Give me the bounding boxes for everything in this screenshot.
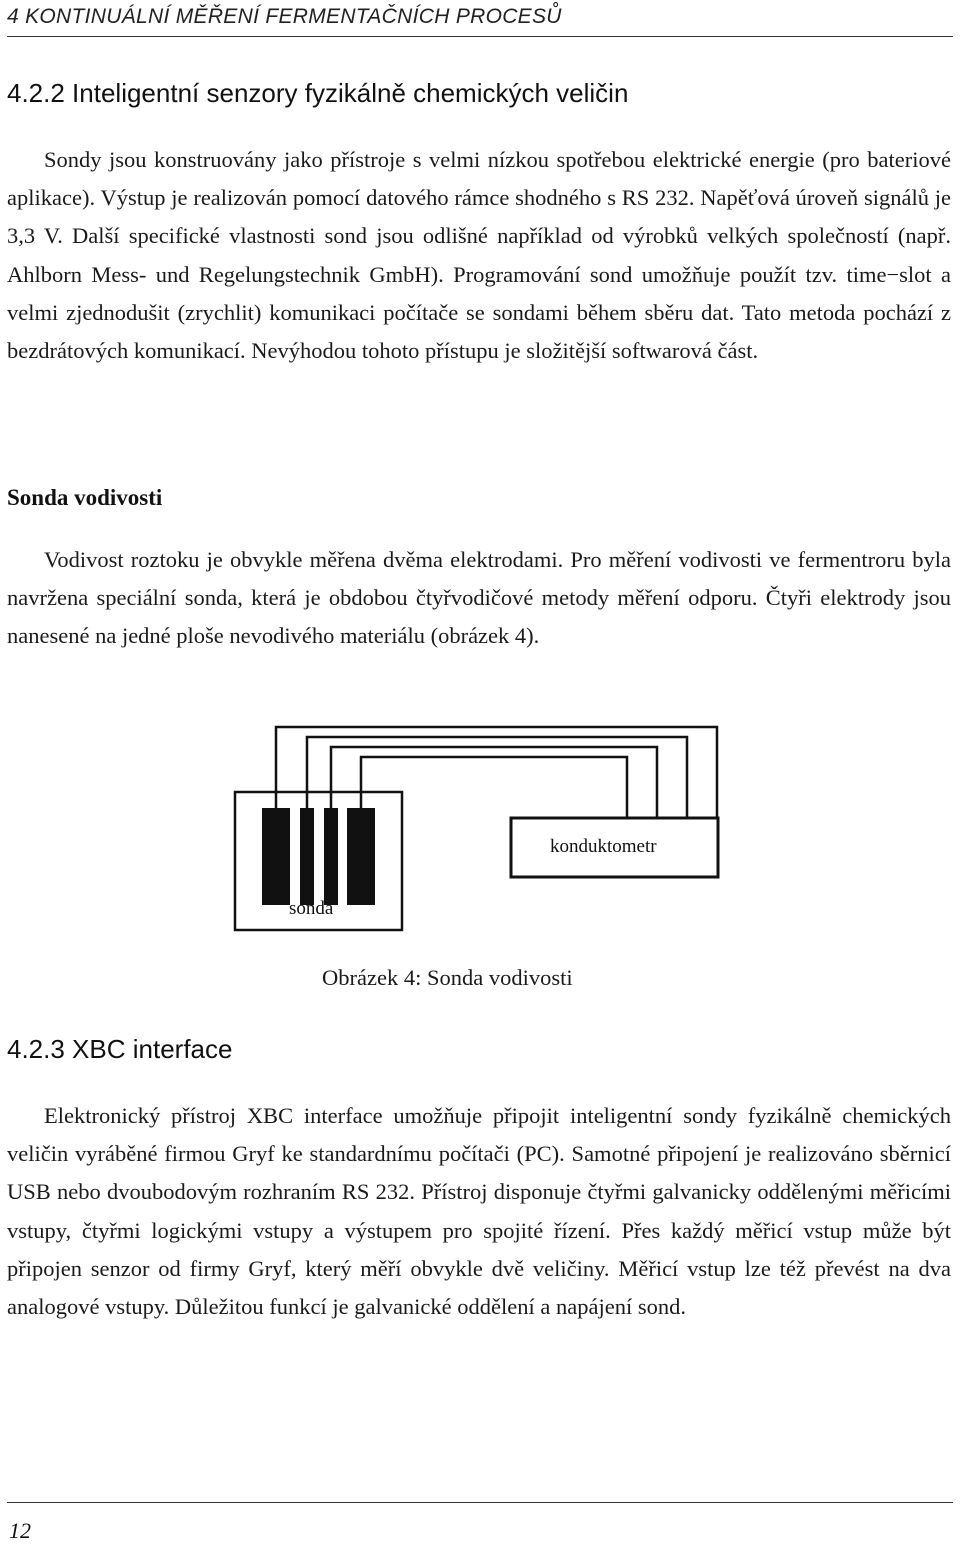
figure-caption: Obrázek 4: Sonda vodivosti xyxy=(322,965,573,990)
header-rule xyxy=(7,36,953,37)
electrode-1 xyxy=(262,808,290,905)
subsection-heading-conductivity-probe: Sonda vodivosti xyxy=(7,485,163,510)
paragraph-xbc-interface: Elektronický přístroj XBC interface umožňuje připojit inteligentní sondy fyzikálně chemických veličin vyráběné firmou Gryf ke standardnímu počítači (PC). Samotné připojení je realizováno sběrnicí USB nebo dvoubodovým rozhraním RS 232. Přístroj disponuje čtyřmi galvanicky oddělenými měřicími vstupy, čtyřmi logickými vstupy a výstupem pro spojité řízení. Přes každý měřicí vstup může být připojen senzor od firmy Gryf, který měří obvykle dvě veličiny. Měřicí vstup lze též převést na dva analogové vstupy. Důležitou funkcí je galvanické oddělení a napájení sond. xyxy=(7,1103,951,1320)
meter-label: konduktometr xyxy=(550,836,657,857)
figure-conductivity-probe xyxy=(0,715,960,1015)
probe-label: sonda xyxy=(289,898,334,919)
electrode-4 xyxy=(347,808,375,905)
electrode-2 xyxy=(300,808,314,905)
paragraph-conductivity: Vodivost roztoku je obvykle měřena dvěma elektrodami. Pro měření vodivosti ve fermentroru byla navržena speciální sonda, která je obdobou čtyřvodičové metody měření odporu. Čtyři elektrody jsou nanesené na jedné ploše nevodivého materiálu (obrázek 4). xyxy=(7,547,951,649)
section-heading-4-2-2: 4.2.2 Inteligentní senzory fyzikálně chemických veličin xyxy=(7,78,629,108)
wire-1 xyxy=(276,727,717,818)
wire-2 xyxy=(307,737,687,818)
section-heading-4-2-3: 4.2.3 XBC interface xyxy=(7,1034,233,1064)
footer-rule xyxy=(7,1502,953,1503)
electrode-3 xyxy=(324,808,338,905)
page-number: 12 xyxy=(9,1518,31,1543)
running-header: 4 KONTINUÁLNÍ MĚŘENÍ FERMENTAČNÍCH PROCESŮ xyxy=(7,5,562,28)
probe-diagram xyxy=(0,715,960,955)
paragraph-smart-sensors: Sondy jsou konstruovány jako přístroje s velmi nízkou spotřebou elektrické energie (pro bateriové aplikace). Výstup je realizován pomocí datového rámce shodného s RS 232. Napěťová úroveň signálů je 3,3 V. Další specifické vlastnosti sond jsou odlišné například od výrobků velkých společností (např. Ahlborn Mess- und Regelungstechnik GmbH). Programování sond umožňuje použít tzv. time−slot a velmi zjednodušit (zrychlit) komunikaci počítače se sondami během sběru dat. Tato metoda pochází z bezdrátových komunikací. Nevýhodou tohoto přístupu je složitější softwarová část. xyxy=(7,147,951,364)
